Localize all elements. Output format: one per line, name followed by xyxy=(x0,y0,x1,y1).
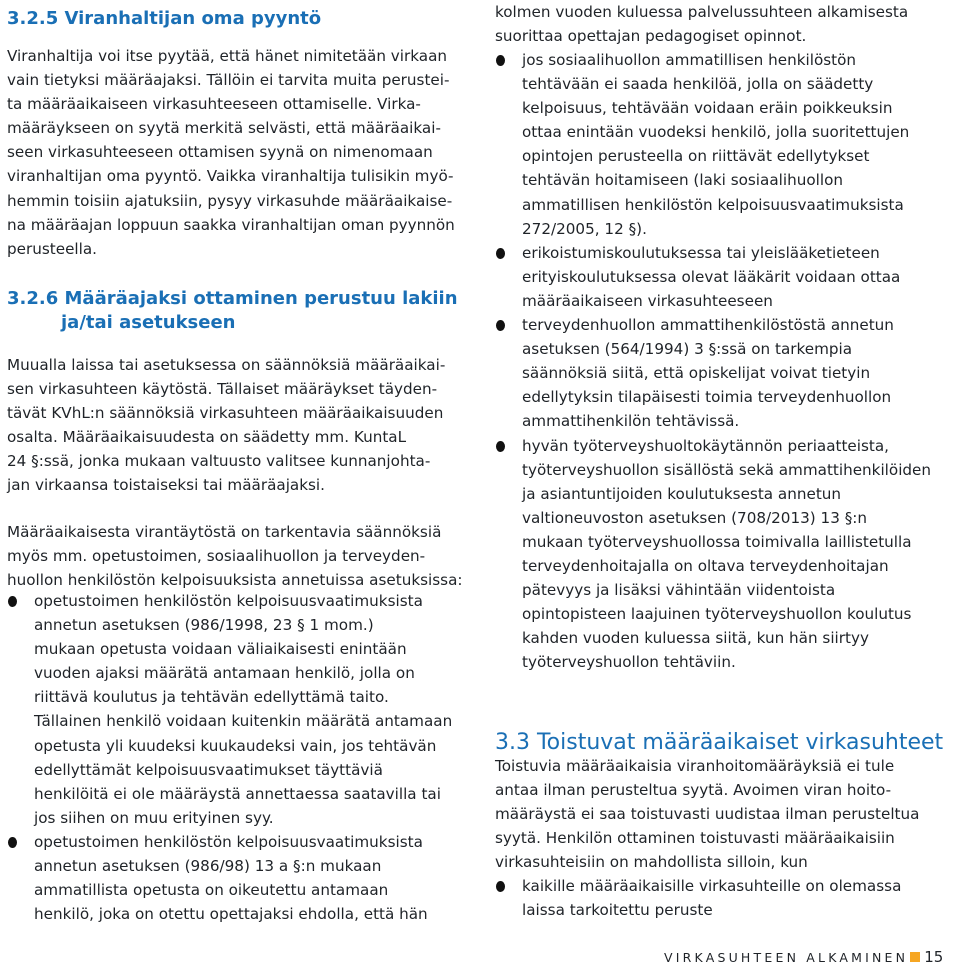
text-line: valtioneuvoston asetuksen (708/2013) 13 §:n xyxy=(522,508,868,527)
text-line: ottaa enintään vuodeksi henkilö, jolla suoritettujen xyxy=(522,123,910,142)
text-line: edellyttämät kelpoisuusvaatimukset täyttäviä xyxy=(34,760,383,779)
text-line: kolmen vuoden kuluessa palvelussuhteen alkamisesta xyxy=(495,3,909,21)
text-line: hemmin toisiin ajatuksiin, pysyy virkasuhde määräaikaise- xyxy=(7,191,453,210)
list-item xyxy=(495,874,901,922)
text-line: terveydenhuollon ammattihenkilöstöstä annetun xyxy=(522,316,894,335)
footer-square-icon xyxy=(910,952,920,962)
text-line: kelpoisuus, tehtävään voidaan eräin poikkeuksin xyxy=(522,99,893,118)
text-line: laissa tarkoitettu peruste xyxy=(522,901,713,920)
text-line: terveydenhoitajalla on oltava terveydenhoitajan xyxy=(522,556,889,575)
text-line: jan virkaansa toistaiseksi tai määräajaksi. xyxy=(7,476,325,495)
text-line: antaa ilman perusteltua syytä. Avoimen viran hoito- xyxy=(495,781,892,800)
text-line: perusteella. xyxy=(7,239,97,258)
text-line: ammatillista opetusta on oikeutettu antamaan xyxy=(34,881,389,900)
text-line: työterveyshuollon sisällöstä sekä ammattihenkilöiden xyxy=(522,460,932,479)
section-heading-33: 3.3 Toistuvat määräaikaiset virkasuhteet xyxy=(495,730,944,756)
text-line: henkilöitä ei ole määräystä annettaessa saatavilla tai xyxy=(34,784,441,803)
text-line: jos siihen on muu erityinen syy. xyxy=(34,808,274,827)
bullet-icon xyxy=(496,55,505,66)
text-line: ammattihenkilön tehtävissä. xyxy=(522,412,740,431)
list-item xyxy=(495,313,931,433)
list-item xyxy=(495,241,931,313)
paragraph-own-request xyxy=(7,44,455,261)
text-line: annetun asetuksen (986/1998, 23 § 1 mom.) xyxy=(34,616,374,635)
text-line: syytä. Henkilön ottaminen toistuvasti määräaikaisiin xyxy=(495,829,895,848)
text-line: Toistuvia määräaikaisia viranhoitomääräyksiä ei tule xyxy=(495,757,895,775)
text-line: henkilö, joka on otettu opettajaksi ehdolla, että hän xyxy=(34,905,428,924)
text-line: mukaan opetusta voidaan väliaikaisesti enintään xyxy=(34,640,407,659)
bullet-icon xyxy=(8,837,17,848)
text-line: seen virkasuhteeseen ottamisen syynä on nimenomaan xyxy=(7,143,433,162)
bullet-icon xyxy=(8,596,17,607)
section-heading-325: 3.2.5 Viranhaltijan oma pyyntö xyxy=(7,8,322,29)
text-line: Tällainen henkilö voidaan kuitenkin määrätä antamaan xyxy=(34,712,453,731)
text-line: pätevyys ja lisäksi vähintään viidentoista xyxy=(522,581,836,600)
text-line: virkasuhteisiin on mahdollista silloin, kun xyxy=(495,853,808,872)
text-line: 272/2005, 12 §). xyxy=(522,219,647,238)
paragraph-continuation xyxy=(495,0,908,48)
list-item xyxy=(7,589,452,830)
text-line: annetun asetuksen (986/98) 13 a §:n mukaan xyxy=(34,857,382,876)
text-line: työterveyshuollon tehtäviin. xyxy=(522,653,736,672)
text-line: sen virkasuhteen käytöstä. Tällaiset määräykset täyden- xyxy=(7,380,438,399)
list-item xyxy=(7,830,452,926)
text-line: Viranhaltija voi itse pyytää, että hänet nimitetään virkaan xyxy=(7,47,448,65)
text-line: vuoden ajaksi määrätä antamaan henkilö, jolla on xyxy=(34,664,415,683)
paragraph-law-basis xyxy=(7,353,445,498)
list-item xyxy=(495,48,931,241)
text-line: ta määräaikaiseen virkasuhteeseen ottamiselle. Virka- xyxy=(7,95,421,114)
text-line: jos sosiaalihuollon ammatillisen henkilöstön xyxy=(522,51,857,69)
paragraph-decrees-intro xyxy=(7,520,463,592)
text-line: huollon henkilöstön kelpoisuuksista annetuissa asetuksissa: xyxy=(7,571,463,590)
text-line: na määräajan loppuun saakka viranhaltijan oman pyynnön xyxy=(7,215,455,234)
page-number: 15 xyxy=(924,948,944,966)
text-line: Muualla laissa tai asetuksessa on säännöksiä määräaikai- xyxy=(7,356,446,374)
paragraph-repeated-appointments xyxy=(495,754,919,874)
text-line: hyvän työterveyshuoltokäytännön periaatteista, xyxy=(522,436,889,455)
text-line: viranhaltijan oma pyyntö. Vaikka viranhaltija tulisikin myö- xyxy=(7,167,454,186)
text-line: määräaikaiseen virkasuhteeseen xyxy=(522,291,773,310)
text-line: suorittaa opettajan pedagogiset opinnot. xyxy=(495,27,807,46)
text-line: riittävä koulutus ja tehtävän edellyttämä taito. xyxy=(34,688,389,707)
section-heading-326 xyxy=(7,287,458,335)
bullet-list-right xyxy=(495,48,931,674)
text-line: erikoistumiskoulutuksessa tai yleislääketieteen xyxy=(522,243,880,262)
bullet-list-left xyxy=(7,589,452,926)
text-line: vain tietyksi määräajaksi. Tällöin ei tarvita muita perustei- xyxy=(7,71,450,90)
text-line: kahden vuoden kuluessa siitä, kun hän siirtyy xyxy=(522,629,869,648)
text-line: 24 §:ssä, jonka mukaan valtuusto valitsee kunnanjohta- xyxy=(7,452,431,471)
text-line: mukaan työterveyshuollossa toimivalla laillistetulla xyxy=(522,532,912,551)
text-line: edellytyksin tilapäisesti toimia terveydenhuollon xyxy=(522,388,892,407)
running-title: VIRKASUHTEEN ALKAMINEN xyxy=(664,950,909,965)
text-line: asetuksen (564/1994) 3 §:ssä on tarkempia xyxy=(522,340,853,359)
text-line: tehtävään ei saada henkilöä, jolla on säädetty xyxy=(522,75,874,94)
page-footer xyxy=(664,948,943,966)
text-line: ja asiantuntijoiden koulutuksesta annetun xyxy=(522,484,842,503)
text-line: tävät KVhL:n säännöksiä virkasuhteen määräaikaisuuden xyxy=(7,404,444,423)
text-line: kaikille määräaikaisille virkasuhteille on olemassa xyxy=(522,877,902,895)
text-line: osalta. Määräaikaisuudesta on säädetty mm. KuntaL xyxy=(7,428,407,447)
bullet-icon xyxy=(496,248,505,259)
text-line: tehtävän hoitamiseen (laki sosiaalihuollon xyxy=(522,171,843,190)
bullet-icon xyxy=(496,881,505,892)
text-line: määräykseen on syytä merkitä selvästi, että määräaikai- xyxy=(7,119,441,138)
text-line: myös mm. opetustoimen, sosiaalihuollon ja terveyden- xyxy=(7,547,426,566)
text-line: opetustoimen henkilöstön kelpoisuusvaatimuksista xyxy=(34,832,423,851)
section-heading-326-line1: 3.2.6 Määräajaksi ottaminen perustuu lakiin xyxy=(7,288,458,309)
text-line: määräystä ei saa toistuvasti uudistaa ilman perusteltua xyxy=(495,805,920,824)
text-line: säännöksiä siitä, että opiskelijat voivat tietyin xyxy=(522,364,871,383)
text-line: opintopisteen laajuinen työterveyshuollon koulutus xyxy=(522,605,912,624)
text-line: opetustoimen henkilöstön kelpoisuusvaatimuksista xyxy=(34,592,423,610)
text-line: opintojen perusteella on riittävät edellytykset xyxy=(522,147,870,166)
text-line: ammatillisen henkilöstön kelpoisuusvaatimuksista xyxy=(522,195,904,214)
bullet-list-right-2 xyxy=(495,874,901,922)
bullet-icon xyxy=(496,320,505,331)
text-line: opetusta yli kuudeksi kuukaudeksi vain, jos tehtävän xyxy=(34,736,437,755)
text-line: erityiskoulutuksessa olevat lääkärit voidaan ottaa xyxy=(522,267,901,286)
list-item xyxy=(495,434,931,675)
section-heading-326-line2: ja/tai asetukseen xyxy=(61,312,236,333)
text-line: Määräaikaisesta virantäytöstä on tarkentavia säännöksiä xyxy=(7,523,442,541)
bullet-icon xyxy=(496,441,505,452)
